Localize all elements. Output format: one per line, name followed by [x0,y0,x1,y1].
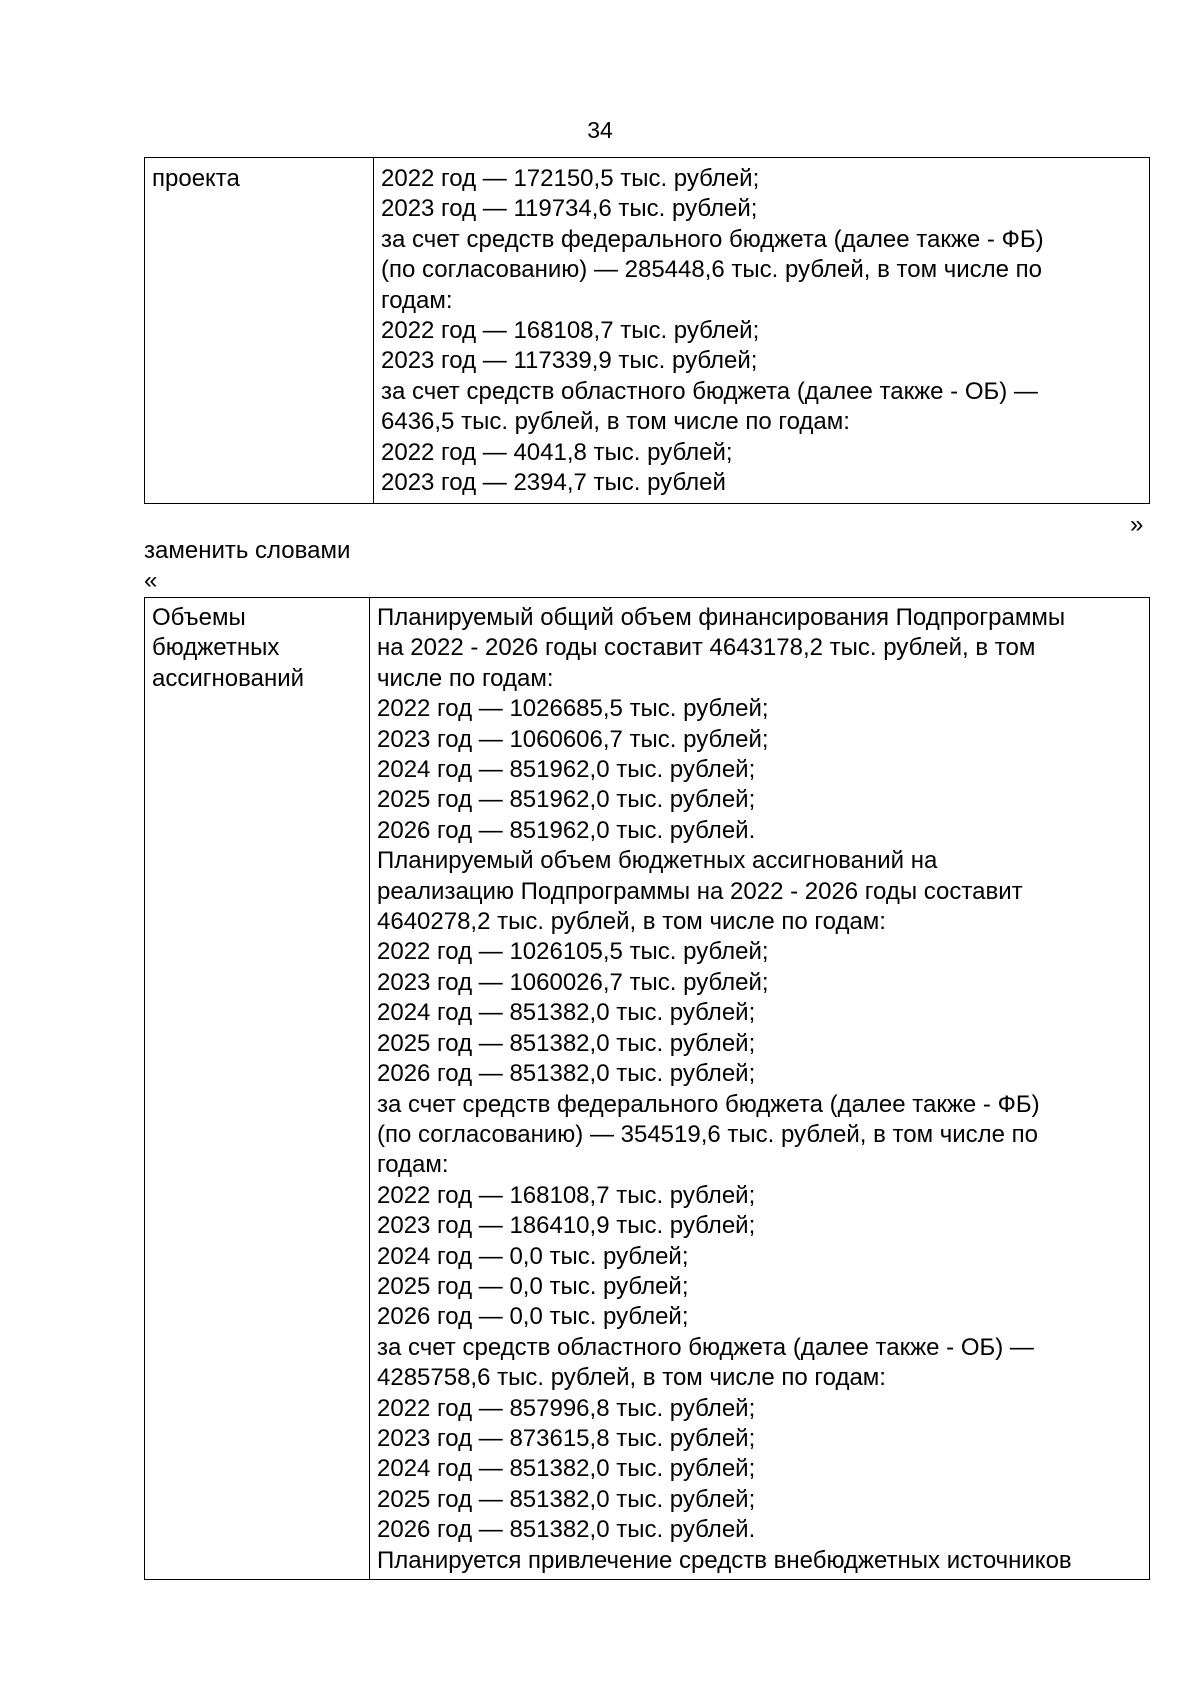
old-line: за счет средств областного бюджета (далее также - ОБ) — [381,377,1038,405]
new-line: (по согласованию) — 354519,6 тыс. рублей, в том числе по [377,1120,1039,1148]
new-left-line: бюджетных [152,634,280,662]
new-line: 2022 год — 168108,7 тыс. рублей; [377,1181,756,1209]
new-line: 2023 год — 1060606,7 тыс. рублей; [377,725,769,753]
new-line: 2022 год — 857996,8 тыс. рублей; [377,1394,756,1422]
old-text-table [144,157,1150,504]
new-line: 2024 год — 851382,0 тыс. рублей; [377,1455,756,1483]
new-line: 2023 год — 186410,9 тыс. рублей; [377,1212,756,1240]
new-line: числе по годам: [377,664,554,692]
new-line: 2025 год — 0,0 тыс. рублей; [377,1272,689,1300]
page-number: 34 [587,117,613,143]
new-line: реализацию Подпрограммы на 2022 - 2026 годы составит [377,877,1023,905]
new-line: 2024 год — 851962,0 тыс. рублей; [377,756,756,784]
new-line: на 2022 - 2026 годы составит 4643178,2 тыс. рублей, в том [377,634,1036,662]
new-text-table [144,597,1150,1580]
new-left-line: ассигнований [152,664,305,692]
old-line: 2022 год — 168108,7 тыс. рублей; [381,317,760,345]
old-line: 6436,5 тыс. рублей, в том числе по годам: [381,408,850,436]
old-line: 2023 год — 117339,9 тыс. рублей; [381,347,758,375]
new-right-cell [370,598,1150,1580]
new-line: 2026 год — 851962,0 тыс. рублей. [377,816,756,844]
old-line: 2022 год — 4041,8 тыс. рублей; [381,438,733,466]
old-line: 2022 год — 172150,5 тыс. рублей; [381,165,760,192]
new-line: 2024 год — 0,0 тыс. рублей; [377,1242,689,1270]
new-line: Планируемый общий объем финансирования Подпрограммы [377,604,1066,631]
new-line: годам: [377,1151,449,1179]
new-line: 2024 год — 851382,0 тыс. рублей; [377,999,756,1027]
new-left-line: Объемы [152,604,246,631]
old-line: (по согласованию) — 285448,6 тыс. рублей, в том числе по [381,256,1043,284]
new-line: 2022 год — 1026105,5 тыс. рублей; [377,938,769,966]
new-line: 2026 год — 0,0 тыс. рублей; [377,1303,689,1331]
new-line: 2025 год — 851382,0 тыс. рублей; [377,1485,756,1513]
old-left-cell [145,158,374,504]
table-row [145,158,1150,504]
new-line: 2026 год — 851382,0 тыс. рублей; [377,1060,756,1088]
opening-quote: « [144,567,158,594]
replace-instruction: заменить словами [144,537,351,564]
new-line: 2023 год — 1060026,7 тыс. рублей; [377,968,769,996]
new-line: Планируется привлечение средств внебюджетных источников [377,1546,1072,1574]
new-line: 4640278,2 тыс. рублей, в том числе по годам: [377,908,886,936]
new-line: 2026 год — 851382,0 тыс. рублей. [377,1516,756,1544]
closing-quote: » [1130,511,1144,538]
new-line: 2023 год — 873615,8 тыс. рублей; [377,1424,756,1452]
new-left-cell [145,598,370,1580]
new-line: 4285758,6 тыс. рублей, в том числе по годам: [377,1364,886,1392]
table-row [145,598,1150,1580]
new-line: за счет средств областного бюджета (далее также - ОБ) — [377,1333,1034,1361]
old-right-cell [374,158,1150,504]
new-line: за счет средств федерального бюджета (далее также - ФБ) [377,1090,1040,1118]
old-line: за счет средств федерального бюджета (далее также - ФБ) [381,225,1044,253]
new-line: 2025 год — 851962,0 тыс. рублей; [377,786,756,814]
old-line: 2023 год — 119734,6 тыс. рублей; [381,195,758,223]
new-line: 2025 год — 851382,0 тыс. рублей; [377,1029,756,1057]
old-line: годам: [381,286,453,314]
new-line: 2022 год — 1026685,5 тыс. рублей; [377,695,769,723]
new-line: Планируемый объем бюджетных ассигнований на [377,847,938,875]
old-left-cell-text: проекта [152,165,240,192]
old-line: 2023 год — 2394,7 тыс. рублей [381,469,726,497]
